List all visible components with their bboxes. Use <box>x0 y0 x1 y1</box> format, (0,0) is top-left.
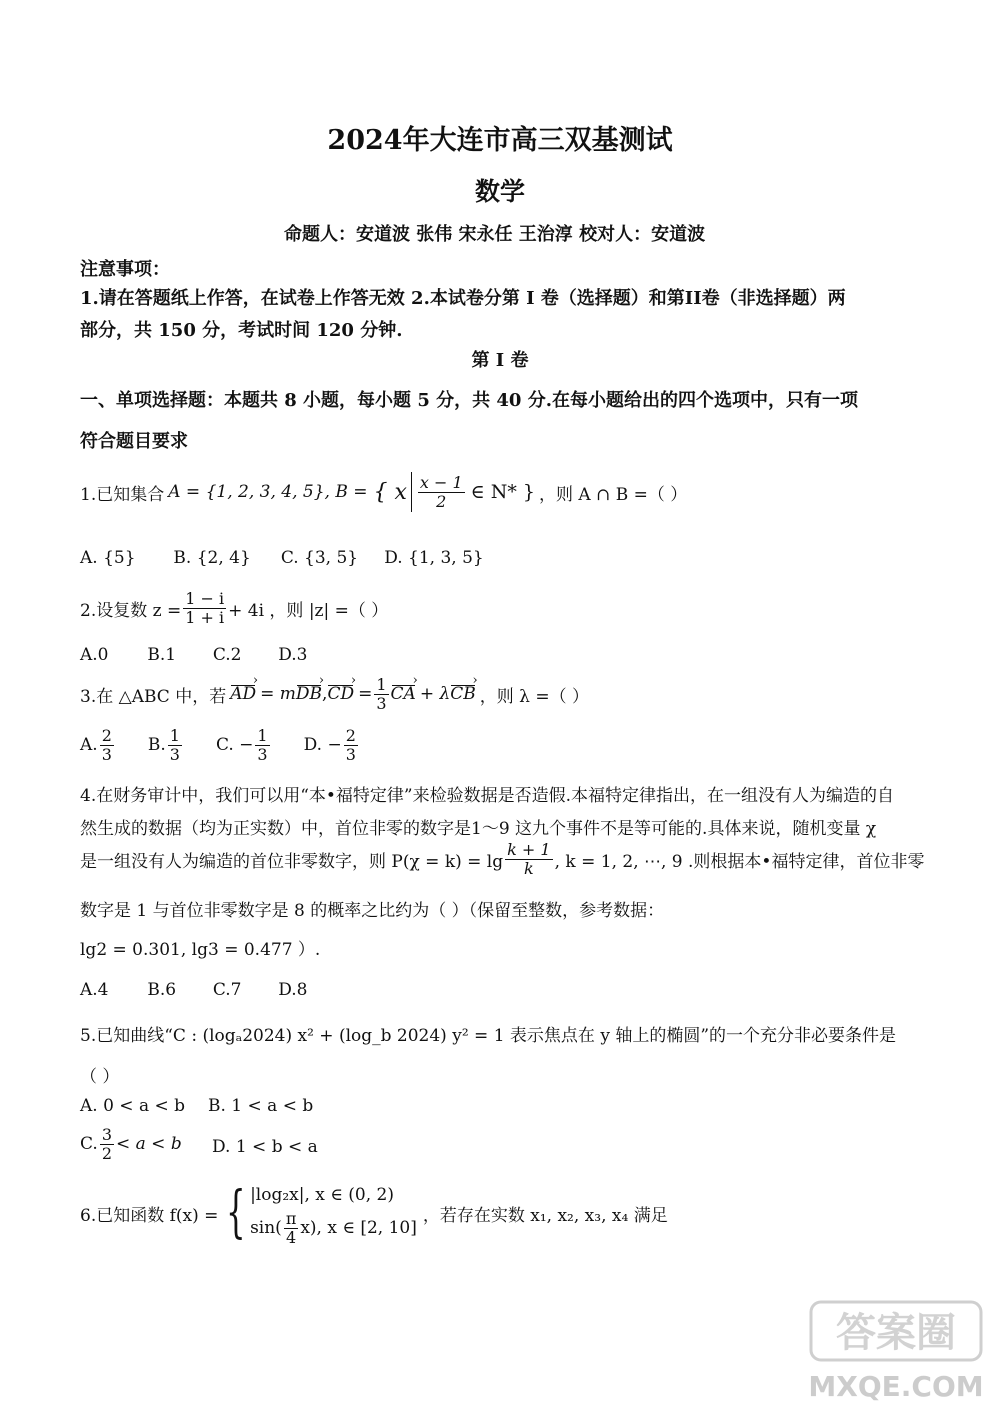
q3-prefix: 3.在 △ABC 中，若 <box>80 686 227 707</box>
q5-option-c-num: 3 <box>101 1125 112 1144</box>
q6-case-2a: sin( <box>250 1218 282 1239</box>
q4-line-4: 数字是 1 与首位非零数字是 8 的概率之比约为（ ）（保留至整数，参考数据： <box>80 901 665 921</box>
watermark-seal-icon <box>803 1298 988 1406</box>
q1-option-d: D. {1, 3, 5} <box>384 548 484 568</box>
q6-case-2 <box>250 1210 417 1246</box>
q4-line-3a: 是一组没有人为编造的首位非零数字，则 P(χ = k) = lg <box>80 851 504 872</box>
q4-line-5: lg2 = 0.301, lg3 = 0.477 ）. <box>80 940 321 960</box>
q1-set-b-close: ∈ N* } <box>470 481 535 503</box>
q1-frac-den: 2 <box>436 491 447 511</box>
q6-case-1: |log₂x|, x ∈ (0, 2) <box>250 1185 394 1205</box>
q4-option-d: D.8 <box>278 980 308 1000</box>
q1-set-divider <box>411 472 412 512</box>
piecewise-brace: { <box>226 1180 247 1246</box>
q1-option-b: B. {2, 4} <box>173 548 251 568</box>
q3-option-c-num: 1 <box>257 726 268 745</box>
q6-prefix: 6.已知函数 f(x) = <box>80 1205 219 1226</box>
watermark-site-text: MXQE.COM <box>808 1370 984 1403</box>
q2-frac-den: 1 + i <box>185 607 225 627</box>
q3-option-c-frac <box>255 727 269 763</box>
q3-option-a-label: A. <box>80 735 98 756</box>
q1-prefix: 1.已知集合 <box>80 484 165 505</box>
q3-fraction <box>374 676 388 712</box>
q1-fraction <box>418 474 465 510</box>
q2-options <box>80 645 307 665</box>
q1-suffix: ，则 A ∩ B =（ ） <box>539 484 688 505</box>
q4-line-3b: , k = 1, 2, ⋯, 9 .则根据本•福特定律，首位非零 <box>554 851 925 872</box>
q3-option-c-label: C. − <box>215 735 254 756</box>
q5-line-1: 5.已知曲线“C : (logₐ2024) x² + (log_b 2024) y² = 1 表示焦点在 y 轴上的椭圆”的一个充分非必要条件是 <box>80 1026 897 1046</box>
q5-option-c-tail: < a < b <box>116 1134 182 1155</box>
q3-option-b-den: 3 <box>169 744 180 764</box>
q2-option-d: D.3 <box>278 645 308 665</box>
q2-option-a: A.0 <box>80 645 109 665</box>
notice-heading: 注意事项： <box>80 259 170 280</box>
q6-suffix: ，若存在实数 x₁, x₂, x₃, x₄ 满足 <box>422 1205 668 1226</box>
q6-case-2-frac <box>284 1210 299 1246</box>
q6-case-2b: x), x ∈ [2, 10] <box>300 1218 417 1239</box>
q3-option-b-frac <box>168 727 182 763</box>
vector-cd: CD › <box>327 684 354 704</box>
q3-suffix: ，则 λ =（ ） <box>479 686 589 707</box>
question-2 <box>80 590 388 626</box>
q3-option-b-num: 1 <box>169 726 180 745</box>
q6-case-2-den: 4 <box>285 1227 297 1247</box>
q4-options <box>80 980 307 1000</box>
q3-options <box>80 727 360 763</box>
watermark-seal-text: 答案圈 <box>836 1310 956 1356</box>
vector-ad: AD › <box>230 684 256 704</box>
q6-cases <box>250 1180 417 1246</box>
q4-option-a: A.4 <box>80 980 109 1000</box>
q3-option-d-num: 2 <box>345 726 356 745</box>
q2-option-c: C.2 <box>212 645 242 665</box>
q2-frac-num: 1 − i <box>185 589 225 608</box>
q4-frac-num: k + 1 <box>507 840 551 859</box>
part-title: 第 I 卷 <box>471 350 529 371</box>
q4-fraction <box>505 841 552 877</box>
q3-option-a-den: 3 <box>101 744 112 764</box>
q3-option-d-label: D. − <box>303 735 342 756</box>
q3-option-a-frac <box>100 727 114 763</box>
q3-plus: + λ <box>419 684 451 705</box>
q1-option-a: A. {5} <box>80 548 136 568</box>
q3-option-c-den: 3 <box>257 744 268 764</box>
authors-line: 命题人：安道波 张伟 宋永任 王治淳 校对人：安道波 <box>284 224 706 245</box>
q3-option-d-den: 3 <box>345 744 356 764</box>
q3-frac-num: 1 <box>376 675 387 694</box>
q4-line-2: 然生成的数据（均为正实数）中，首位非零的数字是1～9 这九个事件不是等可能的.具体来说，随机变量 χ <box>80 819 877 839</box>
q1-set-a: A = {1, 2, 3, 4, 5}, B = <box>168 482 368 502</box>
q5-option-c-label: C. <box>80 1134 98 1155</box>
q5-option-c-den: 2 <box>101 1143 112 1163</box>
q3-option-d-frac <box>344 727 358 763</box>
q2-suffix: + 4i ，则 |z| =（ ） <box>228 600 389 621</box>
q1-options <box>80 548 484 568</box>
q3-option-a-num: 2 <box>101 726 112 745</box>
notice-line-2: 部分，共 150 分，考试时间 120 分钟. <box>80 320 403 341</box>
vector-db: DB › <box>296 684 322 704</box>
q5-option-a: A. 0 < a < b <box>80 1096 186 1116</box>
q4-line-1: 4.在财务审计中，我们可以用“本•福特定律”来检验数据是否造假.本福特定律指出，在一组没有人为编造的自 <box>80 786 895 806</box>
vector-cb: CB › <box>450 684 476 704</box>
q1-option-c: C. {3, 5} <box>280 548 359 568</box>
q4-line-3 <box>80 841 924 877</box>
q5-option-b: B. 1 < a < b <box>208 1096 314 1116</box>
q5-option-d: D. 1 < b < a <box>212 1137 318 1157</box>
exam-title: 2024年大连市高三双基测试 <box>327 125 673 156</box>
q3-frac-den: 3 <box>376 693 387 713</box>
q3-option-b-label: B. <box>147 735 166 756</box>
q3-eq2: = <box>358 684 373 705</box>
q1-set-b-open: { x <box>373 479 407 505</box>
section-heading-line-2: 符合题目要求 <box>80 431 188 452</box>
q5-line-2: （ ） <box>80 1067 120 1087</box>
question-6 <box>80 1180 668 1246</box>
q4-option-c: C.7 <box>212 980 242 1000</box>
notice-line-1: 1.请在答题纸上作答，在试卷上作答无效 2.本试卷分第 I 卷（选择题）和第II卷（非选择题）两 <box>80 288 846 309</box>
q4-frac-den: k <box>524 858 534 878</box>
question-1 <box>80 472 687 512</box>
watermark <box>803 1298 988 1406</box>
q2-fraction <box>183 590 226 626</box>
q1-frac-num: x − 1 <box>419 472 463 492</box>
q2-option-b: B.1 <box>147 645 177 665</box>
section-heading-line-1: 一、单项选择题：本题共 8 小题，每小题 5 分，共 40 分.在每小题给出的四个选项中，只有一项 <box>80 390 858 411</box>
q4-option-b: B.6 <box>147 980 177 1000</box>
q5-option-c-frac <box>100 1126 114 1162</box>
q3-eq1: = m <box>260 684 296 705</box>
q6-case-2-num: π <box>285 1209 297 1228</box>
q5-option-c <box>80 1126 182 1162</box>
subject-title: 数学 <box>474 177 525 206</box>
question-3: 3.在 △ABC 中，若 AD › = m DB › , CD › = $\frac{1}{3}$ CA › + λ CB › ，则 λ =（ ） <box>80 676 589 712</box>
vector-ca: CA › <box>391 684 416 704</box>
q2-prefix: 2.设复数 z = <box>80 600 182 621</box>
